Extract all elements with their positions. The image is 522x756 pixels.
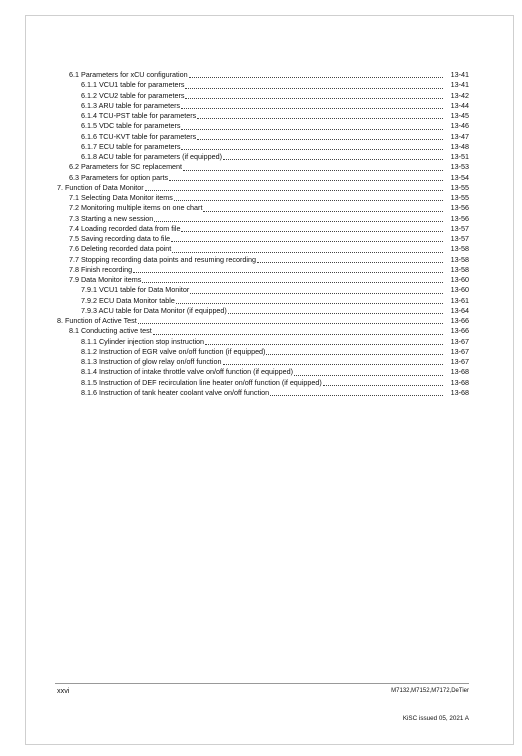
toc-entry[interactable] — [57, 265, 469, 275]
toc-entry-page: 13-55 — [450, 193, 469, 202]
toc-entry[interactable] — [57, 193, 469, 203]
toc-entry-page: 13-57 — [450, 223, 469, 233]
toc-entry-title: 8.1 Conducting active test — [69, 326, 152, 336]
toc-leader-dots — [270, 388, 443, 396]
toc-entry-page: 13-41 — [450, 70, 469, 79]
toc-leader-dots — [223, 152, 443, 160]
toc-entry[interactable] — [57, 121, 469, 131]
toc-entry-page: 13-60 — [450, 285, 469, 295]
toc-leader-dots — [145, 183, 443, 191]
toc-leader-dots — [138, 316, 443, 324]
toc-entry-page: 13-66 — [450, 326, 469, 336]
toc-entry[interactable] — [57, 111, 469, 121]
toc-entry-page: 13-46 — [450, 121, 469, 131]
toc-leader-dots — [228, 306, 443, 314]
toc-entry-title: 7.3 Starting a new session — [69, 213, 154, 223]
toc-leader-dots — [169, 173, 443, 181]
toc-leader-dots — [181, 122, 443, 130]
toc-entry[interactable] — [57, 132, 469, 142]
toc-entry-title: 6.1.8 ACU table for parameters (if equipped) — [81, 152, 223, 161]
toc-entry-page: 13-66 — [450, 316, 469, 325]
toc-entry-title: 8.1.3 Instruction of glow relay on/off function — [81, 357, 222, 366]
toc-entry-page: 13-57 — [450, 234, 469, 243]
toc-entry[interactable] — [57, 183, 469, 193]
toc-leader-dots — [172, 245, 443, 253]
footer-issued: KiSC issued 05, 2021 A — [402, 715, 469, 722]
toc-leader-dots — [181, 101, 443, 109]
toc-leader-dots — [189, 70, 443, 78]
toc-leader-dots — [183, 163, 443, 171]
toc-entry-title: 6.1.4 TCU-PST table for parameters — [81, 111, 197, 120]
toc-entry[interactable] — [57, 326, 469, 336]
toc-entry[interactable] — [57, 244, 469, 254]
toc-leader-dots — [203, 204, 443, 212]
toc-entry-title: 8.1.5 Instruction of DEF recirculation line heater on/off function (if equipped) — [81, 377, 322, 387]
toc-entry-title: 7.9.1 VCU1 table for Data Monitor — [81, 285, 190, 295]
toc-entry[interactable] — [57, 275, 469, 285]
toc-entry-title: 8.1.2 Instruction of EGR valve on/off function (if equipped) — [81, 346, 266, 356]
toc-leader-dots — [257, 255, 443, 263]
toc-entry-title: 7.2 Monitoring multiple items on one chart — [69, 203, 203, 213]
toc-entry[interactable] — [57, 152, 469, 162]
table-of-contents — [57, 70, 469, 398]
toc-entry-title: 7.1 Selecting Data Monitor items — [69, 193, 173, 202]
toc-entry-page: 13-68 — [450, 367, 469, 377]
toc-entry[interactable] — [57, 347, 469, 357]
toc-entry-page: 13-58 — [450, 254, 469, 264]
toc-entry[interactable] — [57, 337, 469, 347]
toc-entry-title: 8.1.4 Instruction of intake throttle valve on/off function (if equipped) — [81, 367, 294, 377]
toc-leader-dots — [174, 193, 443, 201]
toc-leader-dots — [176, 296, 443, 304]
toc-entry-title: 7.6 Deleting recorded data point — [69, 244, 172, 254]
toc-leader-dots — [197, 111, 443, 119]
toc-entry-title: 7.5 Saving recording data to file — [69, 234, 171, 243]
toc-entry-page: 13-64 — [450, 305, 469, 315]
toc-leader-dots — [205, 337, 443, 345]
toc-leader-dots — [190, 286, 443, 294]
toc-entry-title: 6.1 Parameters for xCU configuration — [69, 70, 188, 79]
toc-entry-page: 13-55 — [450, 182, 469, 192]
toc-entry[interactable] — [57, 296, 469, 306]
toc-entry[interactable] — [57, 80, 469, 90]
toc-entry[interactable] — [57, 70, 469, 80]
toc-leader-dots — [294, 368, 443, 376]
toc-entry[interactable] — [57, 162, 469, 172]
toc-entry-title: 8.1.6 Instruction of tank heater coolant valve on/off function — [81, 387, 270, 397]
toc-entry-title: 6.1.2 VCU2 table for parameters — [81, 90, 185, 100]
toc-entry-page: 13-61 — [450, 295, 469, 305]
footer-page-number: xxvi — [57, 686, 70, 695]
toc-entry-page: 13-60 — [450, 275, 469, 284]
toc-entry-page: 13-58 — [450, 244, 469, 254]
toc-entry-page: 13-68 — [450, 377, 469, 387]
toc-leader-dots — [133, 265, 443, 273]
footer-divider — [55, 683, 469, 684]
toc-entry-page: 13-54 — [450, 172, 469, 182]
toc-leader-dots — [142, 275, 443, 283]
toc-entry[interactable] — [57, 388, 469, 398]
toc-entry-page: 13-67 — [450, 357, 469, 366]
toc-entry[interactable] — [57, 255, 469, 265]
toc-entry-page: 13-53 — [450, 162, 469, 172]
toc-leader-dots — [181, 224, 443, 232]
toc-entry[interactable] — [57, 316, 469, 326]
toc-leader-dots — [153, 327, 443, 335]
toc-leader-dots — [181, 142, 443, 150]
toc-entry-title: 6.1.5 VDC table for parameters — [81, 121, 181, 131]
toc-entry-page: 13-44 — [450, 100, 469, 110]
toc-entry-page: 13-47 — [450, 131, 469, 141]
toc-entry-title: 7.8 Finish recording — [69, 264, 133, 274]
toc-entry-title: 6.2 Parameters for SC replacement — [69, 162, 183, 172]
toc-entry[interactable] — [57, 173, 469, 183]
toc-leader-dots — [171, 234, 443, 242]
toc-entry[interactable] — [57, 224, 469, 234]
toc-entry-page: 13-42 — [450, 90, 469, 100]
toc-entry-page: 13-45 — [450, 111, 469, 120]
toc-entry[interactable] — [57, 285, 469, 295]
toc-entry[interactable] — [57, 203, 469, 213]
footer-models: M7132,M7152,M7172,DeTier — [391, 688, 469, 694]
toc-entry-page: 13-56 — [450, 203, 469, 213]
toc-entry-title: 6.1.7 ECU table for parameters — [81, 141, 181, 151]
toc-leader-dots — [323, 378, 443, 386]
toc-entry-title: 7.9 Data Monitor items — [69, 275, 142, 284]
toc-entry-page: 13-41 — [450, 80, 469, 90]
toc-entry[interactable] — [57, 367, 469, 377]
toc-entry-title: 8.1.1 Cylinder injection stop instruction — [81, 336, 205, 346]
toc-entry-title: 7.4 Loading recorded data from file — [69, 223, 181, 233]
toc-entry-title: 6.1.6 TCU-KVT table for parameters — [81, 131, 197, 141]
toc-entry-page: 13-67 — [450, 346, 469, 356]
toc-leader-dots — [154, 214, 443, 222]
toc-entry-title: 6.1.3 ARU table for parameters — [81, 100, 181, 110]
toc-entry-page: 13-68 — [450, 387, 469, 397]
toc-leader-dots — [197, 132, 443, 140]
toc-entry[interactable] — [57, 91, 469, 101]
toc-entry-page: 13-58 — [450, 264, 469, 274]
toc-leader-dots — [185, 91, 443, 99]
toc-entry-title: 7.7 Stopping recording data points and resuming recording — [69, 254, 256, 264]
toc-entry-title: 7.9.2 ECU Data Monitor table — [81, 295, 175, 305]
toc-leader-dots — [266, 347, 443, 355]
toc-entry-title: 6.1.1 VCU1 table for parameters — [81, 80, 185, 90]
toc-entry-title: 6.3 Parameters for option parts — [69, 172, 169, 182]
toc-entry-title: 7. Function of Data Monitor — [57, 182, 144, 192]
toc-entry-page: 13-48 — [450, 141, 469, 151]
toc-entry[interactable] — [57, 306, 469, 316]
toc-entry-page: 13-67 — [450, 336, 469, 346]
toc-entry-page: 13-51 — [450, 152, 469, 161]
toc-entry-title: 8. Function of Active Test — [57, 316, 137, 325]
toc-entry[interactable] — [57, 214, 469, 224]
toc-entry[interactable] — [57, 357, 469, 367]
toc-entry-page: 13-56 — [450, 213, 469, 223]
toc-entry[interactable] — [57, 378, 469, 388]
toc-entry-title: 7.9.3 ACU table for Data Monitor (if equipped) — [81, 305, 227, 315]
toc-entry[interactable] — [57, 234, 469, 244]
toc-leader-dots — [223, 357, 443, 365]
toc-entry[interactable] — [57, 142, 469, 152]
toc-leader-dots — [185, 81, 443, 89]
toc-entry[interactable] — [57, 101, 469, 111]
